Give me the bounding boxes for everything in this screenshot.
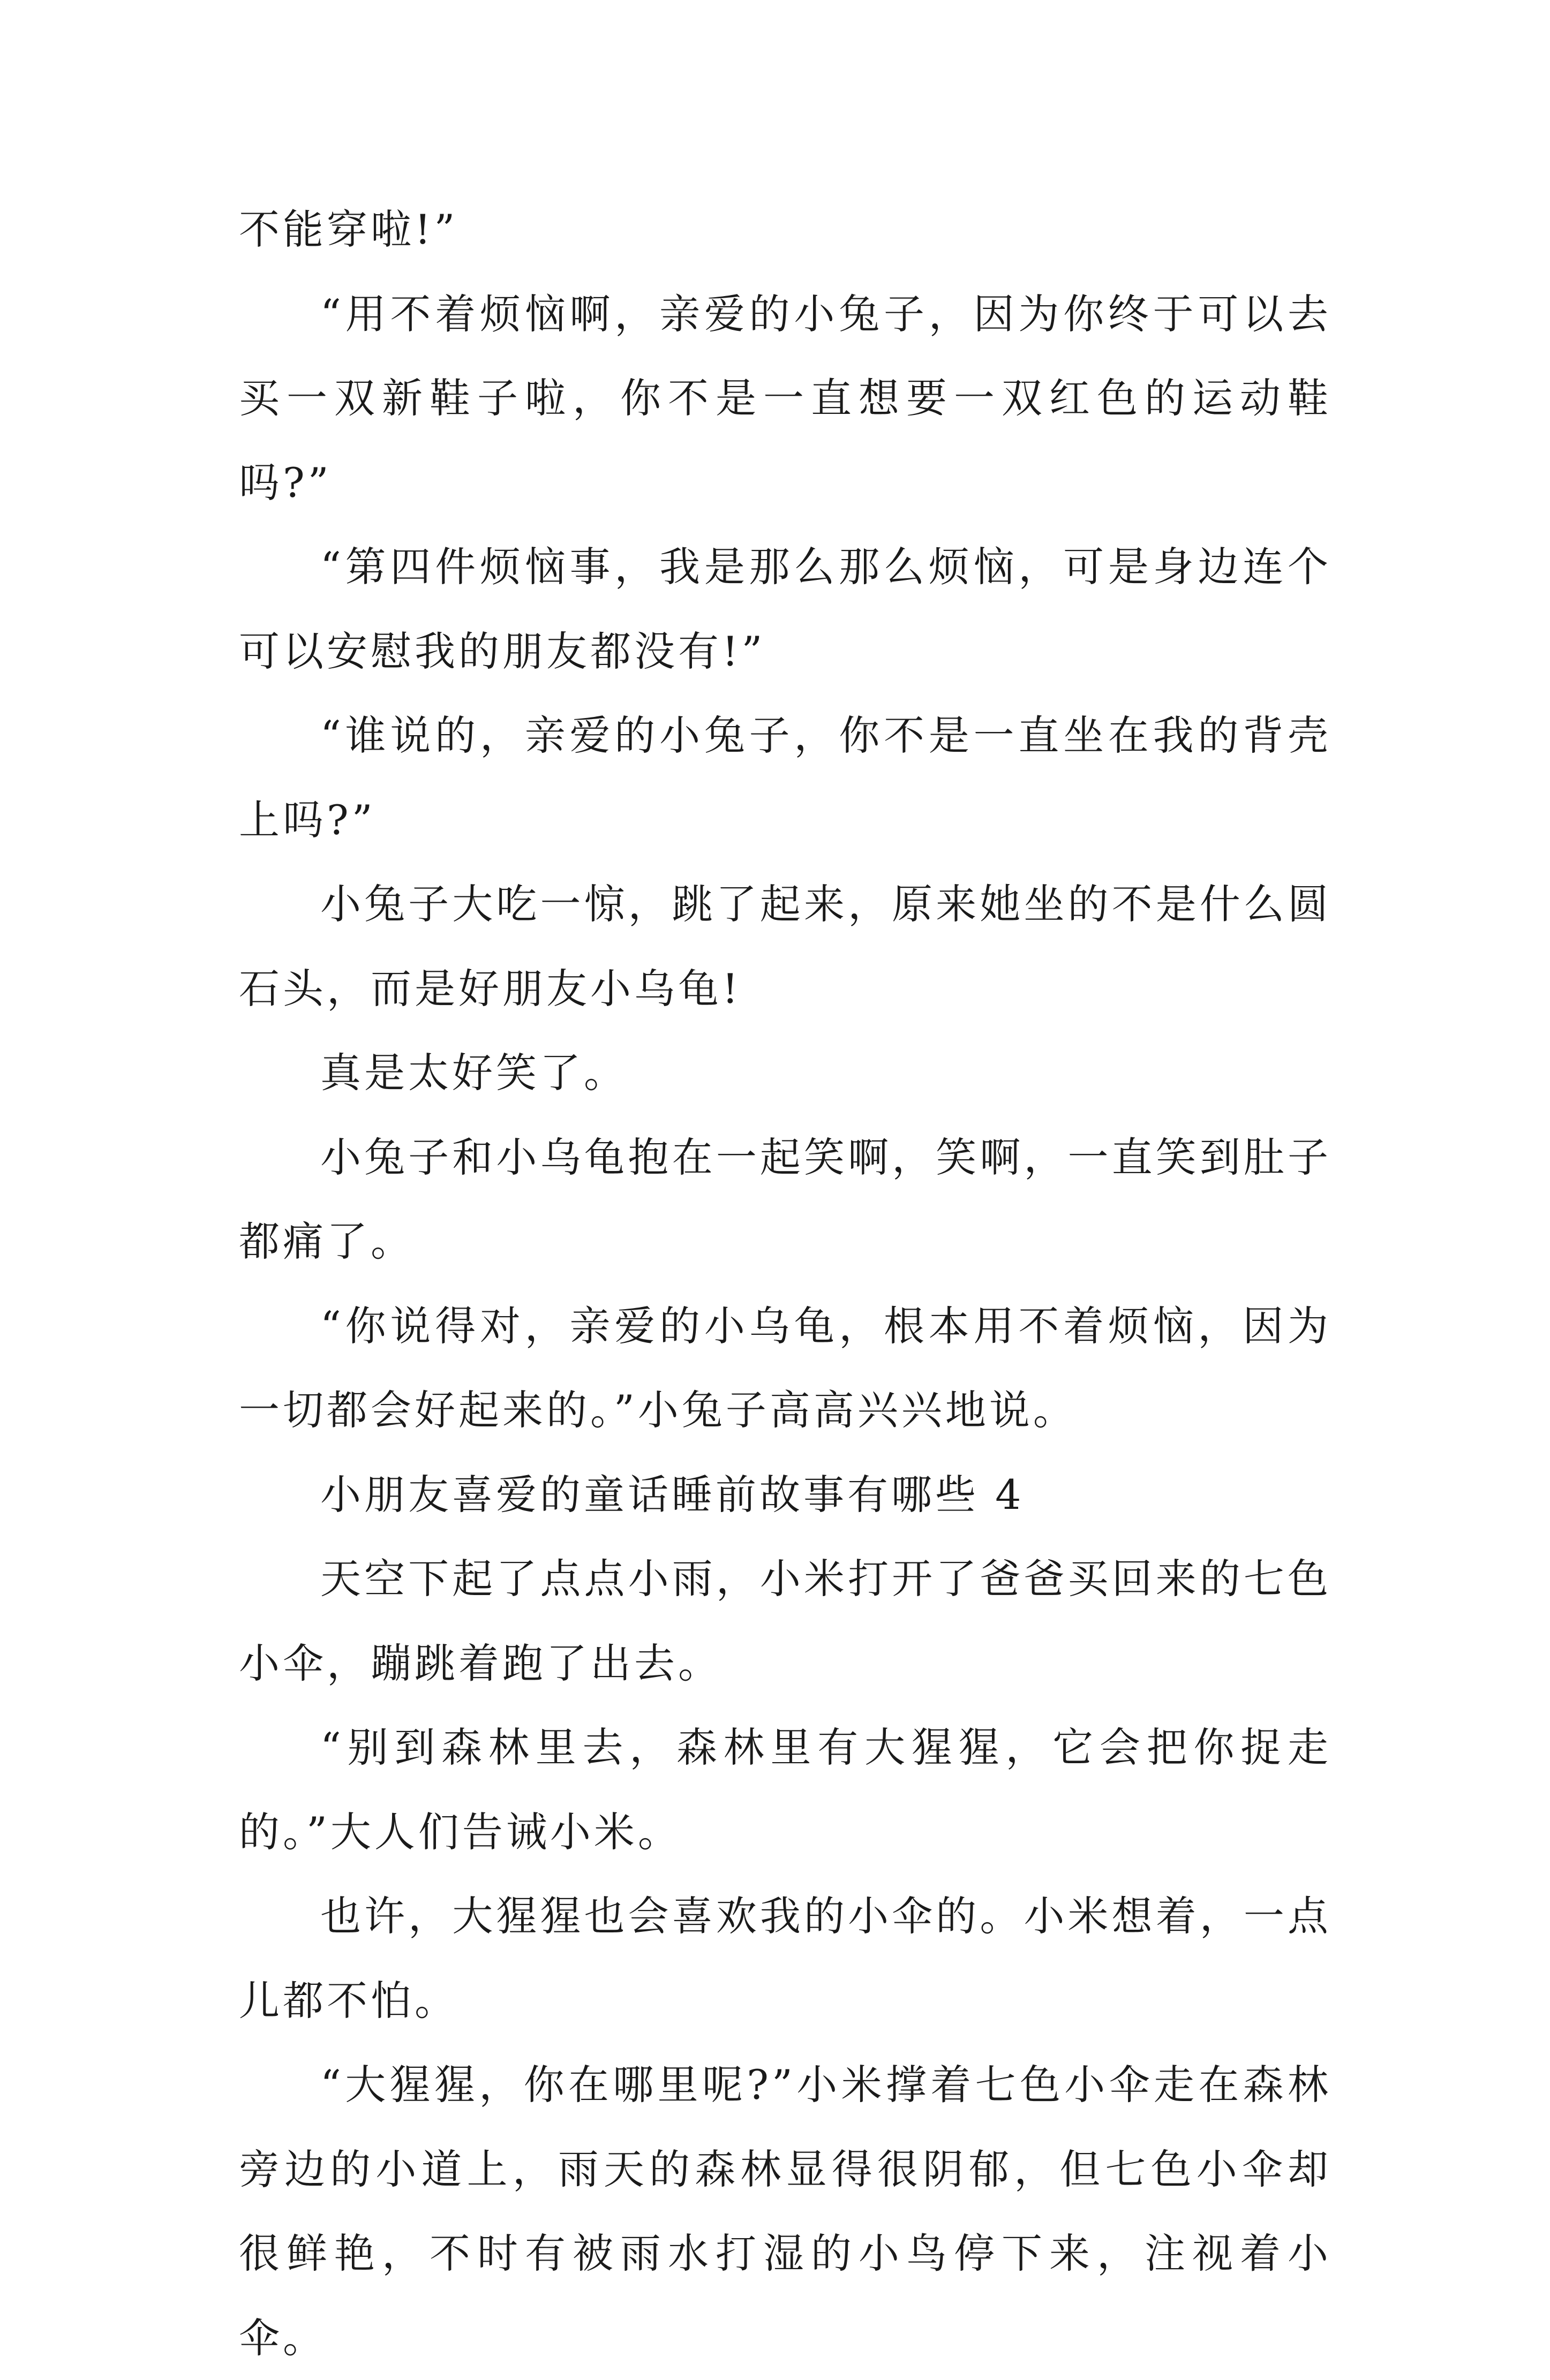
paragraph: “你说得对，亲爱的小乌龟，根本用不着烦恼，因为一切都会好起来的。”小兔子高高兴兴地说。 <box>239 1302 1331 1434</box>
paragraph: “谁说的，亲爱的小兔子，你不是一直坐在我的背壳上吗?” <box>239 712 1331 844</box>
paragraph: “大猩猩，你在哪里呢?”小米撑着七色小伞走在森林旁边的小道上，雨天的森林显得很阴郁，但七色小伞却很鲜艳，不时有被雨水打湿的小鸟停下来，注视着小伞。 <box>239 2061 1331 2362</box>
paragraph: “别到森林里去，森林里有大猩猩，它会把你捉走的。”大人们告诫小米。 <box>239 1724 1331 1856</box>
paragraph: 天空下起了点点小雨，小米打开了爸爸买回来的七色小伞，蹦跳着跑了出去。 <box>239 1555 1331 1687</box>
paragraph: 也许，大猩猩也会喜欢我的小伞的。小米想着，一点儿都不怕。 <box>239 1892 1331 2024</box>
paragraph: 真是太好笑了。 <box>320 1049 628 1097</box>
story-text <box>239 187 1331 2380</box>
paragraph: “用不着烦恼啊，亲爱的小兔子，因为你终于可以去买一双新鞋子啦，你不是一直想要一双红色的运动鞋吗?” <box>239 290 1331 507</box>
paragraph: “第四件烦恼事，我是那么那么烦恼，可是身边连个可以安慰我的朋友都没有!” <box>239 543 1331 675</box>
paragraph: 小兔子和小乌龟抱在一起笑啊，笑啊，一直笑到肚子都痛了。 <box>239 1133 1331 1265</box>
paragraph: 小兔子大吃一惊，跳了起来，原来她坐的不是什么圆石头，而是好朋友小乌龟! <box>239 880 1331 1013</box>
paragraph-continuation: 不能穿啦!” <box>239 206 458 253</box>
section-heading: 小朋友喜爱的童话睡前故事有哪些 4 <box>320 1470 1025 1518</box>
